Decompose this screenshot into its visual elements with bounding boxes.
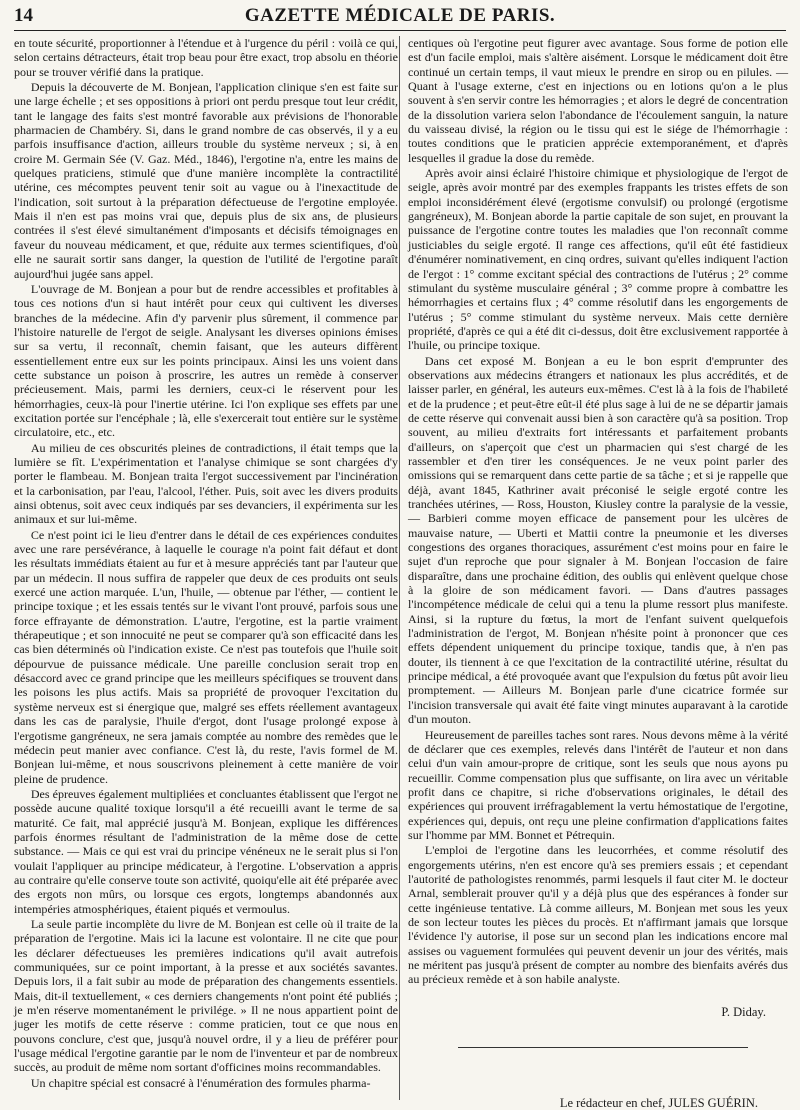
journal-title: GAZETTE MÉDICALE DE PARIS. <box>244 5 556 26</box>
paragraph: en toute sécurité, proportionner à l'étendue et à l'urgence du péril : voilà ce qui, selon certains détracteurs, était trop beau pour être exact, trop absolu en théorie pour se trouver vérifié dans la pratique. <box>14 36 398 79</box>
signature-divider <box>458 1047 748 1048</box>
paragraph: L'ouvrage de M. Bonjean a pour but de rendre accessibles et profitables à tous ces notions d'un si haut intérêt pour ceux qui cultivent les diverses branches de la médecine. Afin d'y parvenir plus sûrement, il commence par l'histoire naturelle de l'ergot de seigle. Analysant les diverses opinions émises sur sa vertu, il reconnaît, chemin faisant, que les auteurs diffèrent essentiellement entre eux sur les points principaux. Ainsi les uns voient dans cette substance un poison à proscrire, les autres un remède à conserver précieusement. Mais, parmi les derniers, ceux-ci le réservent pour les hémorrhagies, ceux-là pour l'inertie utérine. Ici l'on explique ses effets par une excitation portée sur l'encéphale ; là, elle s'exercerait tout entière sur le système circulatoire, etc., etc. <box>14 281 398 440</box>
right-column <box>408 36 788 1110</box>
column-divider <box>399 36 400 1100</box>
paragraph: Après avoir ainsi éclairé l'histoire chimique et physiologique de l'ergot de seigle, après avoir montré par des exemples frappants les tristes effets de son emploi inconsidérément élevé (ergotisme convulsif) ou prolongé (ergotisme gangréneux), M. Bonjean aborde la partie capitale de son sujet, en prouvant la puissance de l'ergotine contre toutes les maladies que l'on reconnaît comme justiciables du seigle ergoté. Il range ces affections, qu'il eût été fastidieux d'énumérer nominativement, en cinq ordres, suivant qu'elles indiquent l'action de l'ergot : 1° comme excitant spécial des contractions de l'utérus ; 2° comme stimulant du système musculaire général ; 3° comme propre à combattre les hémorrhagies et certains flux ; 4° comme résolutif dans les engorgements de l'utérus ; 5° comme stimulant du système nerveux. Mais cette dernière propriété, d'après ce qui a été dit ci-dessus, doit être exclusivement rapportée à l'huile, ou principe toxique. <box>408 166 788 353</box>
paragraph: L'emploi de l'ergotine dans les leucorrhées, et comme résolutif des engorgements utérins, n'en est encore qu'à ses premiers essais ; et cependant l'autorité de pathologistes renommés, parmi lesquels il faut citer M. le docteur Arnal, semblerait prouver qu'il y a déjà plus que des espérances à fonder sur cette ingénieuse tentative. Là comme ailleurs, M. Bonjean met sous les yeux de son lecteur toutes les pièces du procès. Et n'affirmant jamais que lorsque l'évidence l'y autorise, il pose sur un second plan les indications encore mal assises ou vaguement formulées qui peuvent devenir un jour des vérités, mais ne méritent pas jusqu'à présent de compter au nombre des bienfaits avérés dus au précieux remède et à son habile analyste. <box>408 843 788 987</box>
page-header <box>14 2 786 31</box>
paragraph: Des épreuves également multipliées et concluantes établissent que l'ergot ne possède aucune qualité toxique lorsqu'il a été recueilli avant le terme de sa maturité. Ce fait, mal apprécié jusqu'à M. Bonjean, explique les différences parfois énormes résultant de l'administration de la même dose de cette substance. — Mais ce qui est vrai du principe vénéneux ne le serait plus si l'on voulait l'appliquer au principe médicateur, à l'ergotine. L'observation a appris au contraire qu'elle conserve toute son activité, quoiqu'elle ait été préparée avec des ergots non mûrs, ou lorsque ces ergots, longtemps abandonnés aux intempéries atmosphériques, étaient piqués et vermoulus. <box>14 786 398 916</box>
author-signature: P. Diday. <box>721 1004 766 1019</box>
paragraph: Au milieu de ces obscurités pleines de contradictions, il était temps que la lumière se fît. L'expérimentation et l'analyse chimique se sont chargées d'y porter le flambeau. M. Bonjean traita l'ergot successivement par l'incinération et la carbonisation, par l'eau, l'alcool, l'éther. Puis, soit avec les divers produits ainsi obtenus, soit avec ceux indiqués par ses devanciers, il expérimenta sur les animaux et sur lui-même. <box>14 440 398 527</box>
left-column <box>14 36 398 1098</box>
paragraph: centiques où l'ergotine peut figurer avec avantage. Sous forme de potion elle est d'un facile emploi, mais s'altère aisément. Lorsque le médicament doit être continué un certain temps, il vaut mieux le prendre en sirop ou en pilules. — Quant à l'usage externe, c'est en injections ou en lotions qu'on a le plus souvent à s'en servir contre les hémorragies ; et alors le degré de concentration de la dissolution variera selon l'abondance de l'écoulement sanguin, la nature du vaisseau divisé, la région ou le tissu qui est le siége de l'hémorrhagie : toutes conditions que le praticien apprécie extemporanément, et d'après lesquelles il gradue la dose du remède. <box>408 36 788 165</box>
paragraph: Dans cet exposé M. Bonjean a eu le bon esprit d'emprunter des observations aux médecins étrangers et nationaux les plus accrédités, et de laisser parler, en général, les auteurs eux-mêmes. C'est là à la fois de l'habileté et de la prudence ; et peut-être eût-il été plus sage à lui de ne se départir jamais de cette réserve qui convenait aussi bien à son caractère qu'à sa position. Trop souvent, au milieu d'extraits fort intéressants et parfaitement probants d'ailleurs, on s'aperçoit que c'est un pharmacien qui s'est chargé de les rassembler et d'en tirer les conséquences. Je ne veux point parler des omissions qui se remarquent dans cette partie de sa tâche ; et si je rappelle que déjà, avant 1845, Kathriner avait préconisé le seigle ergoté contre les tranchées utérines, — Ross, Houston, Kiusley contre la paralysie de la vessie, — Barbieri comme moyen efficace de pansement pour les ulcères de mauvaise nature, — Uberti et Mattii contre la pneumonie et les diverses congestions des organes thoraciques, assurément c'est moins pour en faire le sujet d'un reproche que pour signaler à M. Bonjean l'occasion de faire disparaître, dans une prochaine édition, des oublis qui enlèvent quelque chose à la gloire de son médicament favori. — Dans d'autres passages l'incompétence médicale de celui qui a tenu la plume ressort plus manifeste. Ainsi, si la rupture du fœtus, la mort de l'enfant suivent quelquefois l'administration de l'ergot, M. Bonjean n'hésite point à prononcer que ces effets dépendent uniquement du principe toxique, tandis que, à n'en pas douter, ils tiennent à ce que l'excitation de la contractilité utérine, résultat du principe médical, a été provoquée avant que l'expulsion du fœtus pût avoir lieu promptement. — Ailleurs M. Bonjean parle d'une cicatrice formée sur l'incision transversale qui avait été faite vingt minutes auparavant à la carotide d'un mouton. <box>408 353 788 727</box>
paragraph: Ce n'est point ici le lieu d'entrer dans le détail de ces expériences conduites avec une rare persévérance, à laquelle le courage n'a point fait défaut et dont les résultats immédiats étaient au fur et à mesure appréciés tant par l'auteur que par un médecin. Il nous suffira de rappeler que deux de ces produits ont seuls exercé une action marquée. L'un, l'huile, — obtenue par l'éther, — contient le principe toxique ; et les essais tentés sur le vivant l'ont prouvé, parfois sous une force effrayante de démonstration. L'autre, l'ergotine, est la partie vraiment thérapeutique ; et son innocuité ne peut se comparer qu'à son efficacité dans les cas bien déterminés où l'indication existe. Ce n'est pas toutefois que l'huile soit dépourvue de puissance médicale. Une pareille conclusion serait trop en désaccord avec ce grand principe que les meilleurs spécifiques se trouvent dans les poisons les plus actifs. Mais sa propriété de provoquer l'excitation du système nerveux est si énergique que, malgré ses effets réellement avantageux dans les cas de paralysie, l'huile d'ergot, dont l'usage prolongé expose à l'ergotisme gangréneux, ne sera jamais comptée au nombre des remèdes que le médecin peut manier avec confiance. C'est là, du reste, l'avis formel de M. Bonjean lui-même, et nous souscrivons pleinement à cette manière de voir pleine de prudence. <box>14 527 398 786</box>
paragraph: Heureusement de pareilles taches sont rares. Nous devons même à la vérité de déclarer que ces exemples, relevés dans l'intérêt de l'auteur et non dans celui d'un vain amour-propre de critique, sont les seuls que nous ayons pu recueillir. Comme compensation plus que suffisante, on lira avec un véritable profit dans ce chapitre, si riche d'observations originales, le détail des expériences qui prouvent irréfragablement la vertu hémostatique de l'ergotine, expériences qui, depuis, ont reçu une pleine confirmation d'applications faites sur l'homme par MM. Bonnet et Pétrequin. <box>408 727 788 842</box>
editor-credit: Le rédacteur en chef, JULES GUÉRIN. <box>559 1096 758 1110</box>
paragraph: La seule partie incomplète du livre de M. Bonjean est celle où il traite de la préparation de l'ergotine. Mais ici la lacune est volontaire. Il ne cite que pour les déclarer défectueuses les premières indications qu'il avait autrefois communiquées, sur ce point important, à la presse et aux sociétés savantes. Depuis lors, il a fait subir au mode de préparation des changements essentiels. Mais, dit-il textuellement, « ces derniers changements n'ont point été publiés ; je m'en réserve momentanément le privilége. » Il ne nous appartient point de juger les motifs de cette réserve : comme praticien, tout ce que nous en pouvons conclure, c'est que, jusqu'à nouvel ordre, il y a lieu de préférer pour l'usage médical l'ergotine garantie par le nom de l'inventeur et par de nombreux succès, au produit de même nom sortant d'officines moins recommandables. <box>14 916 398 1075</box>
paragraph: Un chapitre spécial est consacré à l'énumération des formules pharma- <box>30 1075 371 1090</box>
page-number: 14 <box>14 5 33 26</box>
paragraph: Depuis la découverte de M. Bonjean, l'application clinique s'en est faite sur une large échelle ; et ses oppositions à priori ont perdu presque tout leur crédit, tant le langage des faits s'est montré favorable aux prévisions de l'honorable pharmacien de Chambéry. Si, dans le grand nombre de cas observés, il y a eu parfois insuffisance d'action, ailleurs trouble du système nerveux ; si, à en croire M. Germain Sée (V. Gaz. Méd., 1846), l'ergotine n'a, entre les mains de quelques praticiens, stimulé que d'une manière incomplète la contractilité utérine, ces mécomptes peuvent tenir soit au vague ou à l'inexactitude de l'indication, soit surtout à la préparation défectueuse de l'ergotine employée. Mais il n'en est pas moins vrai que, depuis plus de six ans, de plusieurs contrées il s'est élevé simultanément d'imposants et décisifs témoignages en faveur du nouveau médicament, et que, réduite aux termes scientifiques, d'où elle ne saurait sortir sans danger, la question de l'utilité de l'ergotine paraît aujourd'hui jugée sans appel. <box>14 80 398 281</box>
